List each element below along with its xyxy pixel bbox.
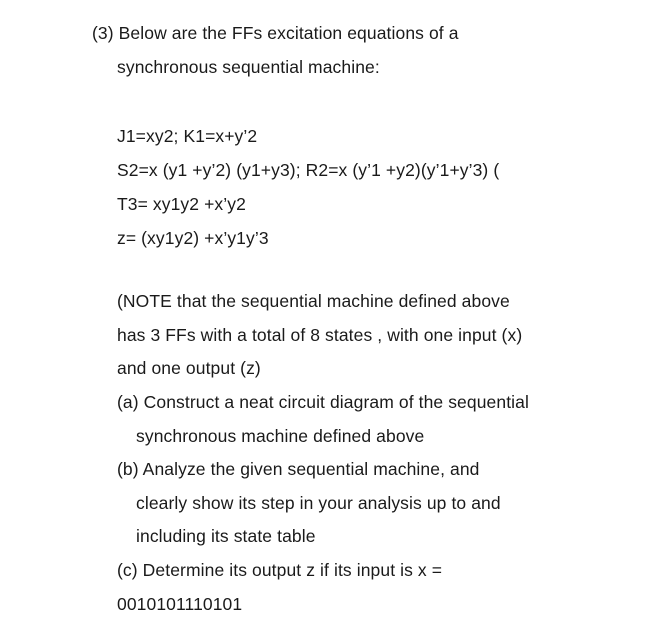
intro-line-2: synchronous sequential machine: <box>117 57 380 77</box>
part-c-input-sequence: 0010101110101 <box>117 594 243 614</box>
note-line-3: and one output (z) <box>117 358 261 378</box>
intro-line-1: (3) Below are the FFs excitation equations of a <box>92 23 459 43</box>
part-a-line-1: (a) Construct a neat circuit diagram of the sequential <box>117 392 529 412</box>
part-b-line-2: clearly show its step in your analysis up to and <box>136 493 501 513</box>
part-b-line-3: including its state table <box>136 526 316 546</box>
note-line-1: (NOTE that the sequential machine defined above <box>117 291 510 311</box>
equation-t3: T3= xy1y2 +x’y2 <box>117 194 246 214</box>
note-line-2: has 3 FFs with a total of 8 states , with one input (x) <box>117 325 523 345</box>
part-a-line-2: synchronous machine defined above <box>136 426 425 446</box>
equation-z: z= (xy1y2) +x’y1y’3 <box>117 228 269 248</box>
part-c-line-1: (c) Determine its output z if its input is x = <box>117 560 443 580</box>
equation-jk1: J1=xy2; K1=x+y’2 <box>117 126 258 146</box>
part-b-line-1: (b) Analyze the given sequential machine, and <box>117 459 480 479</box>
equation-sr2: S2=x (y1 +y’2) (y1+y3); R2=x (y’1 +y2)(y’1+y’3) ( <box>117 160 500 180</box>
